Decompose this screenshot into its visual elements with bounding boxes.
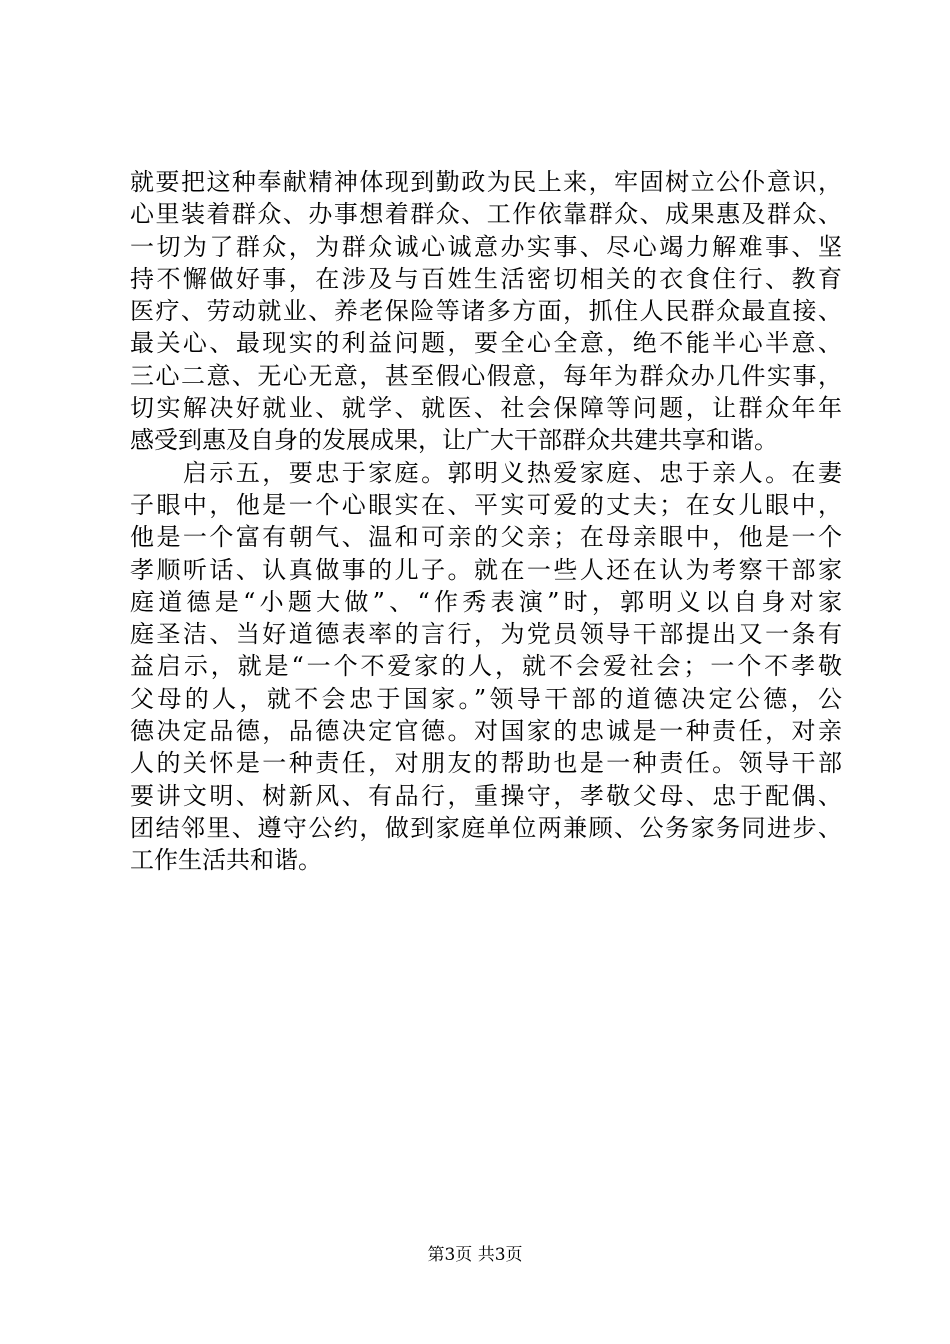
paragraph-1 xyxy=(130,166,842,457)
text-line: 持不懈做好事，在涉及与百姓生活密切相关的衣食住行、教育 xyxy=(130,264,842,293)
text-line: 启示五，要忠于家庭。郭明义热爱家庭、忠于亲人。在妻 xyxy=(130,458,842,487)
text-line: 最关心、最现实的利益问题，要全心全意，绝不能半心半意、 xyxy=(130,329,842,358)
text-line: 益启示，就是“一个不爱家的人，就不会爱社会；一个不孝敬 xyxy=(130,652,842,681)
text-line: 德决定品德，品德决定官德。对国家的忠诚是一种责任，对亲 xyxy=(130,717,842,746)
text-line: 他是一个富有朝气、温和可亲的父亲；在母亲眼中，他是一个 xyxy=(130,523,842,552)
text-line: 医疗、劳动就业、养老保险等诸多方面，抓住人民群众最直接、 xyxy=(130,297,842,326)
text-line: 切实解决好就业、就学、就医、社会保障等问题，让群众年年 xyxy=(130,394,842,423)
text-line: 要讲文明、树新风、有品行，重操守，孝敬父母、忠于配偶、 xyxy=(130,781,842,810)
text-line: 子眼中，他是一个心眼实在、平实可爱的丈夫；在女儿眼中， xyxy=(130,490,842,519)
text-line: 父母的人，就不会忠于国家。”领导干部的道德决定公德，公 xyxy=(130,684,842,713)
text-line: 庭道德是“小题大做”、“作秀表演”时，郭明义以自身对家 xyxy=(130,587,842,616)
body-text xyxy=(130,166,842,877)
page-footer xyxy=(0,1244,950,1266)
text-line: 孝顺听话、认真做事的儿子。就在一些人还在认为考察干部家 xyxy=(130,555,842,584)
text-line: 工作生活共和谐。 xyxy=(130,846,322,875)
text-line: 庭圣洁、当好道德表率的言行，为党员领导干部提出又一条有 xyxy=(130,620,842,649)
text-line: 心里装着群众、办事想着群众、工作依靠群众、成果惠及群众、 xyxy=(130,200,842,229)
text-line: 人的关怀是一种责任，对朋友的帮助也是一种责任。领导干部 xyxy=(130,749,842,778)
text-line: 三心二意、无心无意，甚至假心假意，每年为群众办几件实事， xyxy=(130,361,842,390)
text-line: 一切为了群众，为群众诚心诚意办实事、尽心竭力解难事、坚 xyxy=(130,232,842,261)
text-line: 团结邻里、遵守公约，做到家庭单位两兼顾、公务家务同进步、 xyxy=(130,813,842,842)
text-line: 感受到惠及自身的发展成果，让广大干部群众共建共享和谐。 xyxy=(130,426,778,455)
page-number-label: 第3页 共3页 xyxy=(427,1245,523,1265)
paragraph-2 xyxy=(130,457,842,877)
text-line: 就要把这种奉献精神体现到勤政为民上来，牢固树立公仆意识， xyxy=(130,168,842,196)
